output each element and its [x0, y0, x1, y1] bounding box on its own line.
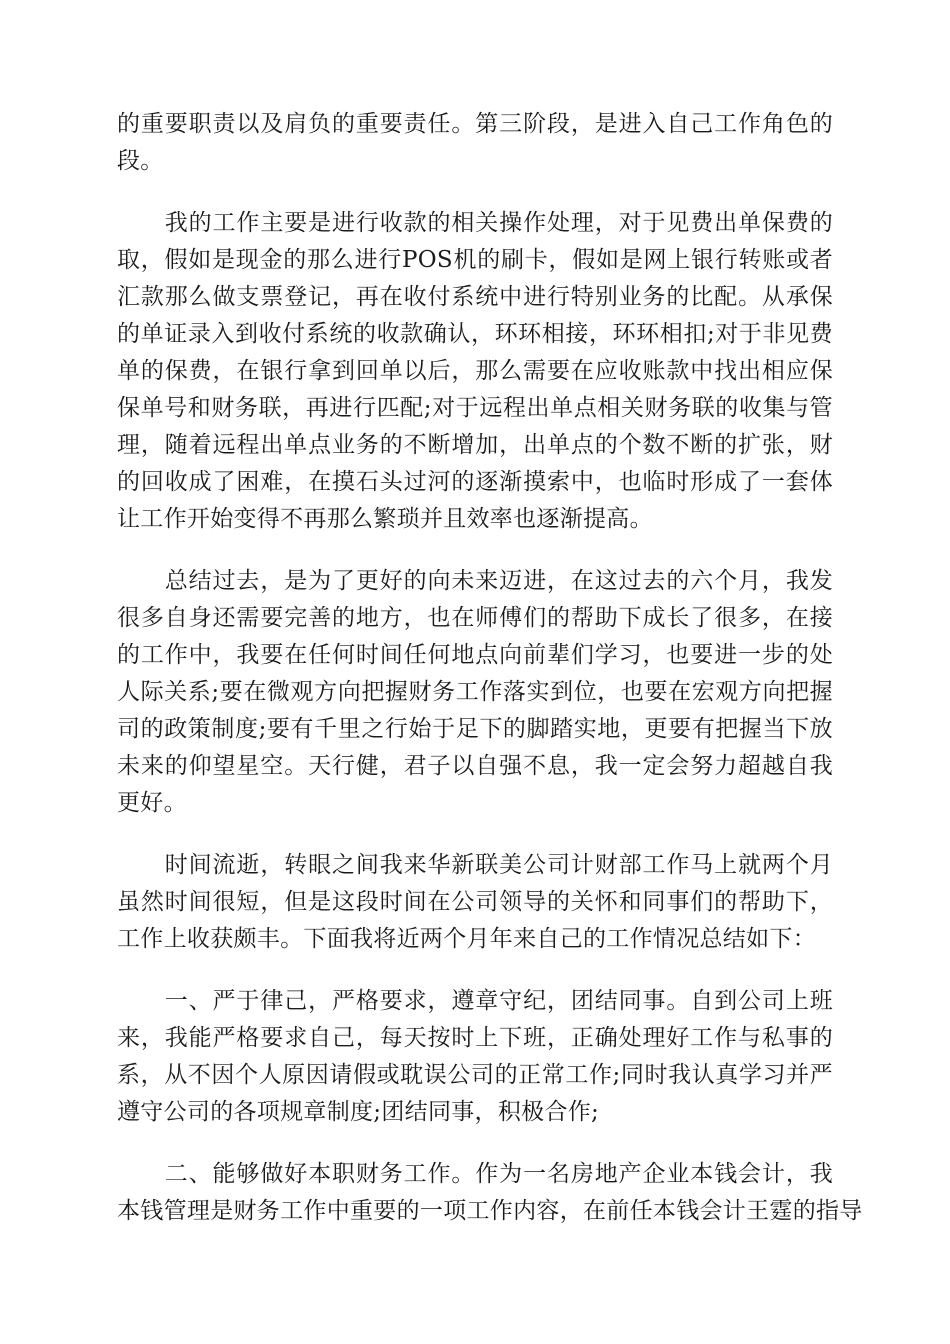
text-line: 的回收成了困难，在摸石头过河的逐渐摸索中，也临时形成了一套体 — [117, 469, 833, 495]
text-line: 系，从不因个人原因请假或耽误公司的正常工作;同时我认真学习并严 — [117, 1062, 833, 1088]
text-line: 时间流逝，转眼之间我来华新联美公司计财部工作马上就两个月 — [164, 852, 833, 878]
paragraph — [117, 563, 833, 822]
text-line: 段。 — [117, 148, 164, 174]
paragraph — [117, 106, 833, 180]
text-line: 保单号和财务联，再进行匹配;对于远程出单点相关财务联的收集与管 — [117, 395, 833, 421]
text-line: 取，假如是现金的那么进行POS机的刷卡，假如是网上银行转账或者 — [117, 247, 833, 273]
text-line: 单的保费，在银行拿到回单以后，那么需要在应收账款中找出相应保 — [117, 358, 833, 384]
text-line: 的单证录入到收付系统的收款确认，环环相接，环环相扣;对于非见费 — [117, 321, 833, 347]
text-line: 二、能够做好本职财务工作。作为一名房地产企业本钱会计，我 — [164, 1161, 833, 1187]
text-line: 人际关系;要在微观方向把握财务工作落实到位，也要在宏观方向把握 — [117, 679, 833, 705]
paragraph — [117, 1156, 863, 1230]
text-line: 司的政策制度;要有千里之行始于足下的脚踏实地，更要有把握当下放 — [117, 716, 833, 742]
text-line: 的重要职责以及肩负的重要责任。第三阶段，是进入自己工作角色的 — [117, 111, 833, 137]
text-line: 虽然时间很短，但是这段时间在公司领导的关怀和同事们的帮助下， — [117, 889, 833, 915]
text-line: 工作上收获颇丰。下面我将近两个月年来自己的工作情况总结如下： — [117, 926, 816, 952]
text-line: 很多自身还需要完善的地方，也在师傅们的帮助下成长了很多，在接 — [117, 605, 833, 631]
text-line: 未来的仰望星空。天行健，君子以自强不息，我一定会努力超越自我 — [117, 753, 833, 779]
paragraph — [117, 205, 833, 538]
text-line: 一、严于律己，严格要求，遵章守纪，团结同事。自到公司上班 — [164, 988, 833, 1014]
text-line: 汇款那么做支票登记，再在收付系统中进行特别业务的比配。从承保 — [117, 284, 833, 310]
text-line: 让工作开始变得不再那么繁琐并且效率也逐渐提高。 — [117, 506, 653, 532]
document-page — [117, 106, 863, 1255]
text-line: 总结过去，是为了更好的向未来迈进，在这过去的六个月，我发 — [164, 568, 833, 594]
paragraph — [117, 983, 833, 1131]
text-line: 的工作中，我要在任何时间任何地点向前辈们学习，也要进一步的处 — [117, 642, 833, 668]
text-line: 本钱管理是财务工作中重要的一项工作内容，在前任本钱会计王霆的指导 — [117, 1198, 863, 1224]
paragraph — [117, 847, 833, 958]
text-line: 更好。 — [117, 790, 187, 816]
text-line: 来，我能严格要求自己，每天按时上下班，正确处理好工作与私事的 — [117, 1025, 833, 1051]
text-line: 遵守公司的各项规章制度;团结同事，积极合作; — [117, 1099, 600, 1125]
text-line: 理，随着远程出单点业务的不断增加，出单点的个数不断的扩张，财 — [117, 432, 833, 458]
text-line: 我的工作主要是进行收款的相关操作处理，对于见费出单保费的 — [164, 210, 833, 236]
